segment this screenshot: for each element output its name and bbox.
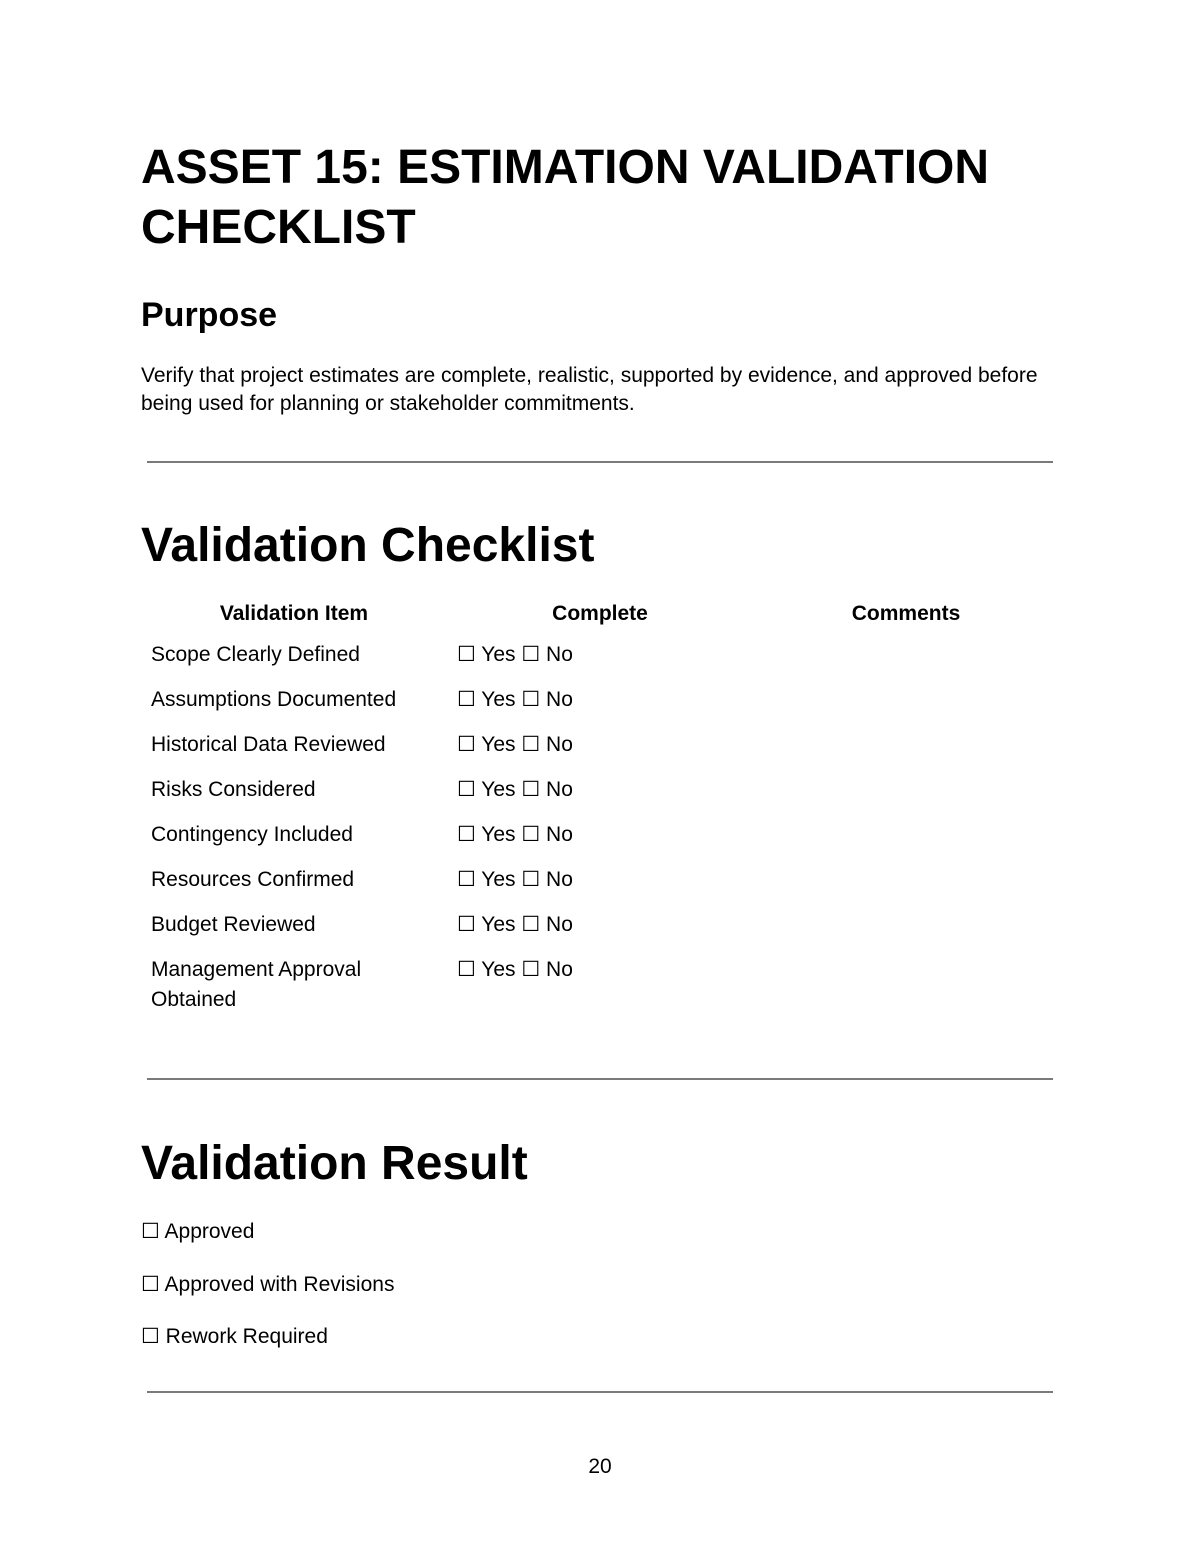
result-option-rework-required[interactable]: ☐ Rework Required [141, 1325, 328, 1348]
comments-cell[interactable] [753, 812, 1059, 857]
comments-cell[interactable] [753, 632, 1059, 677]
validation-checklist-heading: Validation Checklist [141, 519, 595, 572]
table-row [141, 947, 1059, 1022]
column-header-comments: Comments [851, 602, 961, 625]
complete-checkbox-cell[interactable]: ☐ Yes ☐ No [457, 643, 573, 666]
comments-cell[interactable] [753, 857, 1059, 902]
purpose-text: Verify that project estimates are complete, realistic, supported by evidence, and approved before being used for planning or stakeholder commitments. [141, 364, 1038, 415]
column-header-validation-item: Validation Item [219, 602, 369, 625]
complete-checkbox-cell[interactable]: ☐ Yes ☐ No [457, 913, 573, 936]
table-row [141, 632, 1059, 677]
table-row [141, 812, 1059, 857]
validation-item-cell: Historical Data Reviewed [151, 733, 386, 756]
divider [147, 1391, 1053, 1393]
comments-cell[interactable] [753, 677, 1059, 722]
comments-cell[interactable] [753, 767, 1059, 812]
complete-checkbox-cell[interactable]: ☐ Yes ☐ No [457, 688, 573, 711]
validation-item-cell: Scope Clearly Defined [151, 643, 360, 666]
validation-result-heading: Validation Result [141, 1137, 528, 1190]
page-number: 20 [588, 1455, 612, 1478]
purpose-heading: Purpose [141, 296, 278, 334]
table-row [141, 677, 1059, 722]
comments-cell[interactable] [753, 722, 1059, 767]
complete-checkbox-cell[interactable]: ☐ Yes ☐ No [457, 733, 573, 756]
table-row [141, 857, 1059, 902]
divider [147, 461, 1053, 463]
validation-item-cell: Resources Confirmed [151, 868, 355, 891]
table-row [141, 722, 1059, 767]
table-row [141, 767, 1059, 812]
result-option-approved-with-revisions[interactable]: ☐ Approved with Revisions [141, 1273, 395, 1296]
page-title: ASSET 15: ESTIMATION VALIDATION CHECKLIST [141, 141, 990, 254]
complete-checkbox-cell[interactable]: ☐ Yes ☐ No [457, 823, 573, 846]
table-row [141, 902, 1059, 947]
comments-cell[interactable] [753, 947, 1059, 1022]
complete-checkbox-cell[interactable]: ☐ Yes ☐ No [457, 868, 573, 891]
complete-checkbox-cell[interactable]: ☐ Yes ☐ No [457, 778, 573, 801]
validation-item-cell: Management Approval Obtained [151, 958, 362, 1011]
validation-item-cell: Budget Reviewed [151, 913, 316, 936]
divider [147, 1078, 1053, 1080]
comments-cell[interactable] [753, 902, 1059, 947]
validation-item-cell: Assumptions Documented [151, 688, 397, 711]
table-header-row [141, 596, 1059, 632]
result-option-approved[interactable]: ☐ Approved [141, 1220, 255, 1243]
validation-checklist-table [141, 596, 1059, 1022]
validation-item-cell: Contingency Included [151, 823, 353, 846]
validation-item-cell: Risks Considered [151, 778, 316, 801]
complete-checkbox-cell[interactable]: ☐ Yes ☐ No [457, 958, 573, 981]
column-header-complete: Complete [552, 602, 648, 625]
